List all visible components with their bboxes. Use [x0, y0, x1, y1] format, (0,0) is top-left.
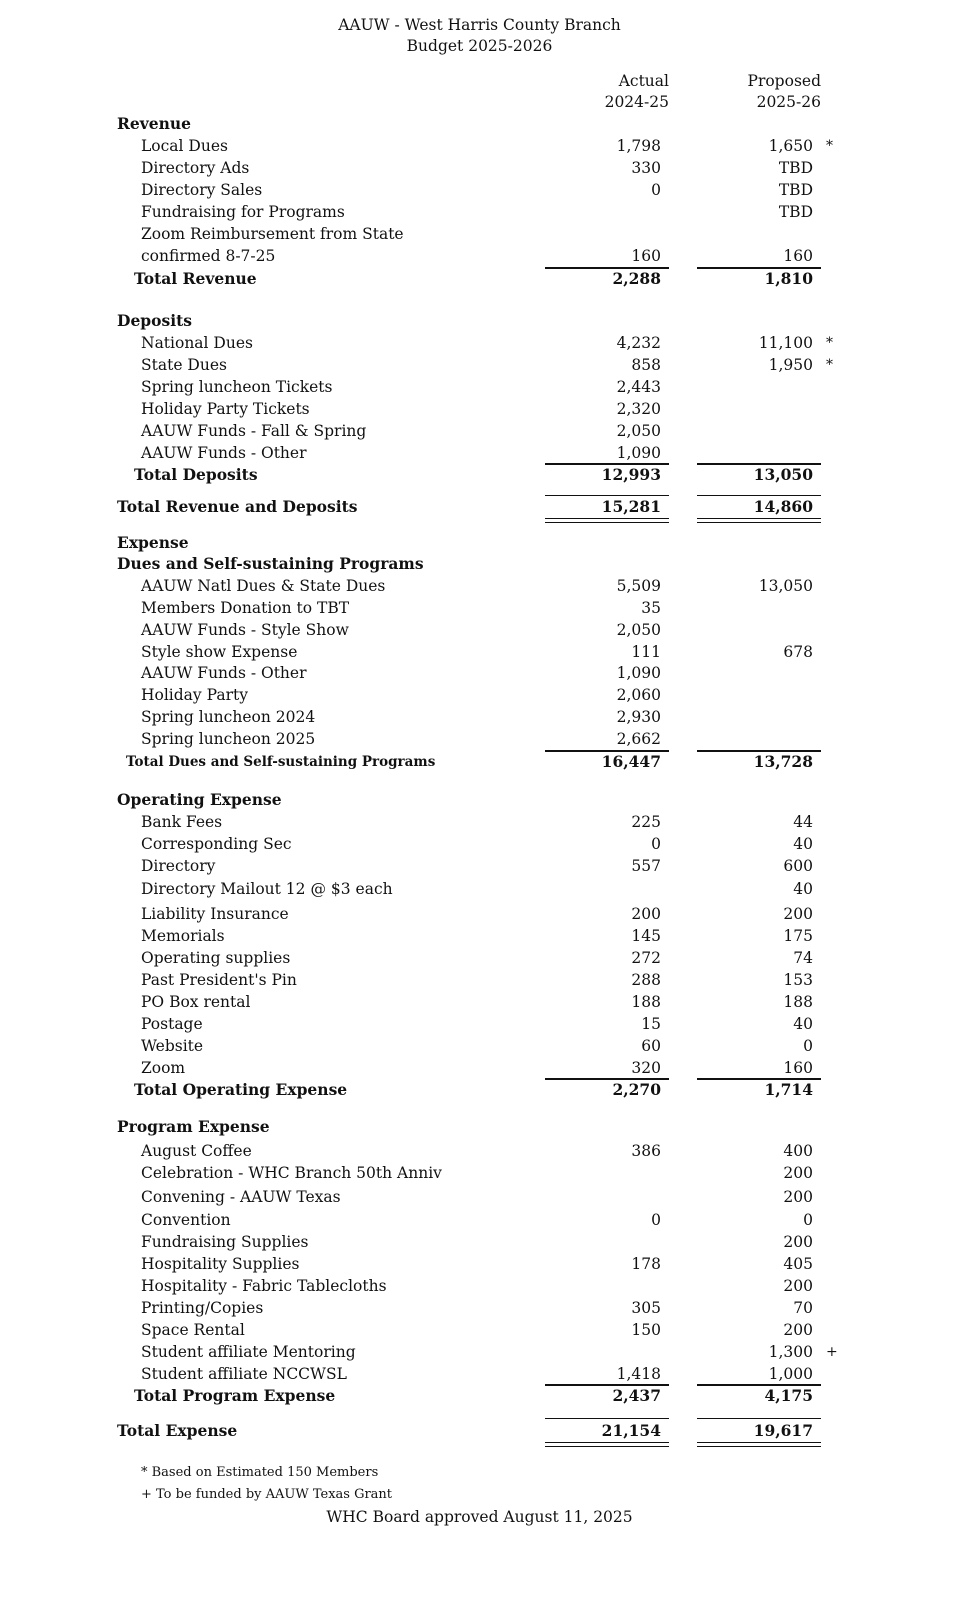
section-heading-deposits — [0, 310, 959, 332]
double-underline — [545, 1442, 669, 1447]
table-row — [0, 332, 959, 354]
row-label: Directory — [141, 857, 216, 875]
total-row-operating — [0, 1079, 959, 1101]
proposed-value: 40 — [793, 835, 813, 853]
actual-value: 1,418 — [616, 1365, 661, 1383]
proposed-value: 200 — [783, 1277, 813, 1295]
table-row — [0, 641, 959, 663]
row-label: Celebration - WHC Branch 50th Anniv — [141, 1164, 442, 1182]
table-row — [0, 947, 959, 969]
section-heading-expense — [0, 532, 959, 554]
table-row — [0, 662, 959, 684]
table-row — [0, 376, 959, 398]
row-label: Student affiliate Mentoring — [141, 1343, 356, 1361]
row-label: confirmed 8-7-25 — [141, 247, 276, 265]
actual-value: 188 — [631, 993, 661, 1011]
table-row — [0, 1319, 959, 1341]
proposed-value: 200 — [783, 905, 813, 923]
total-label: Total Operating Expense — [134, 1080, 348, 1099]
proposed-value: 1,000 — [768, 1365, 813, 1383]
proposed-value: 160 — [783, 1059, 813, 1077]
row-label: Directory Mailout 12 @ $3 each — [141, 880, 393, 898]
row-label: Operating supplies — [141, 949, 291, 967]
row-label: Holiday Party Tickets — [141, 400, 310, 418]
table-row — [0, 157, 959, 179]
section-label: Program Expense — [117, 1117, 270, 1136]
table-row — [0, 1231, 959, 1253]
row-label: Convention — [141, 1211, 231, 1229]
subsection-heading-dues-programs — [0, 553, 959, 575]
total-actual: 16,447 — [601, 752, 661, 771]
proposed-value: 200 — [783, 1321, 813, 1339]
row-label: Hospitality - Fabric Tablecloths — [141, 1277, 387, 1295]
double-underline — [697, 1442, 821, 1447]
actual-value: 557 — [631, 857, 661, 875]
footnote-marker: * — [826, 138, 833, 154]
table-row — [0, 855, 959, 877]
table-row — [0, 728, 959, 750]
row-label: Members Donation to TBT — [141, 599, 350, 617]
row-label: Liability Insurance — [141, 905, 289, 923]
row-label: Spring luncheon Tickets — [141, 378, 333, 396]
table-row — [0, 575, 959, 597]
actual-value: 200 — [631, 905, 661, 923]
row-label: Convening - AAUW Texas — [141, 1188, 341, 1206]
total-proposed: 19,617 — [753, 1421, 813, 1440]
proposed-value: TBD — [778, 181, 813, 199]
row-label: Corresponding Sec — [141, 835, 292, 853]
table-row — [0, 442, 959, 464]
footnote-members: * Based on Estimated 150 Members — [141, 1465, 379, 1480]
row-label: AAUW Funds - Other — [141, 664, 307, 682]
row-label: Postage — [141, 1015, 203, 1033]
table-row — [0, 179, 959, 201]
total-proposed: 1,714 — [764, 1080, 813, 1099]
actual-value: 386 — [631, 1142, 661, 1160]
proposed-value: 11,100 — [758, 334, 813, 352]
actual-value: 0 — [651, 835, 661, 853]
row-label: Local Dues — [141, 137, 228, 155]
actual-value: 305 — [631, 1299, 661, 1317]
total-label: Total Program Expense — [134, 1386, 336, 1405]
row-label: PO Box rental — [141, 993, 251, 1011]
table-row — [0, 1162, 959, 1184]
section-label: Operating Expense — [117, 790, 282, 809]
total-actual: 2,270 — [612, 1080, 661, 1099]
actual-value: 320 — [631, 1059, 661, 1077]
row-label: State Dues — [141, 356, 227, 374]
row-label: Website — [141, 1037, 204, 1055]
actual-value: 2,930 — [616, 708, 661, 726]
row-label: AAUW Natl Dues & State Dues — [141, 577, 386, 595]
table-row — [0, 1035, 959, 1057]
proposed-value: 0 — [803, 1037, 813, 1055]
actual-value: 2,320 — [616, 400, 661, 418]
total-label: Total Expense — [117, 1421, 238, 1440]
proposed-value: 405 — [783, 1255, 813, 1273]
total-row-dues-programs — [0, 751, 959, 773]
row-label: AAUW Funds - Style Show — [141, 621, 349, 639]
section-heading-revenue — [0, 113, 959, 135]
grand-total-row-revenue-deposits — [0, 496, 959, 518]
row-label: Student affiliate NCCWSL — [141, 1365, 347, 1383]
section-label: Deposits — [117, 311, 192, 330]
row-label: Past President's Pin — [141, 971, 297, 989]
total-actual: 12,993 — [601, 465, 661, 484]
actual-value: 0 — [651, 1211, 661, 1229]
total-proposed: 4,175 — [764, 1386, 813, 1405]
proposed-value: 1,650 — [768, 137, 813, 155]
table-row — [0, 354, 959, 376]
table-row — [0, 420, 959, 442]
actual-value: 5,509 — [616, 577, 661, 595]
table-row — [0, 1253, 959, 1275]
actual-value: 0 — [651, 181, 661, 199]
row-label: Bank Fees — [141, 813, 223, 831]
table-row — [0, 135, 959, 157]
column-header-row-2 — [0, 91, 959, 113]
proposed-value: 40 — [793, 1015, 813, 1033]
footnote-grant: + To be funded by AAUW Texas Grant — [141, 1487, 393, 1502]
row-label: Spring luncheon 2024 — [141, 708, 316, 726]
total-actual: 2,288 — [612, 269, 661, 288]
row-label: Spring luncheon 2025 — [141, 730, 316, 748]
actual-value: 1,090 — [616, 444, 661, 462]
total-row-deposits — [0, 464, 959, 486]
proposed-value: 200 — [783, 1233, 813, 1251]
total-actual: 21,154 — [601, 1421, 661, 1440]
table-row — [0, 925, 959, 947]
actual-value: 272 — [631, 949, 661, 967]
table-row — [0, 1341, 959, 1363]
board-approval: WHC Board approved August 11, 2025 — [326, 1508, 633, 1526]
row-label: Printing/Copies — [141, 1299, 264, 1317]
row-label: Zoom — [141, 1059, 186, 1077]
column-header-row-1 — [0, 70, 959, 92]
proposed-value: 175 — [783, 927, 813, 945]
proposed-value: 13,050 — [758, 577, 813, 595]
actual-value: 15 — [641, 1015, 661, 1033]
section-label: Expense — [117, 533, 189, 552]
table-row — [0, 1363, 959, 1385]
actual-value: 4,232 — [616, 334, 661, 352]
total-label: Total Revenue and Deposits — [117, 497, 358, 516]
actual-value: 35 — [641, 599, 661, 617]
double-underline — [545, 518, 669, 523]
proposed-value: 74 — [793, 949, 813, 967]
row-label: Fundraising Supplies — [141, 1233, 309, 1251]
proposed-column-year: 2025-26 — [756, 93, 821, 111]
proposed-value: 1,950 — [768, 356, 813, 374]
total-label: Total Dues and Self-sustaining Programs — [126, 754, 436, 770]
proposed-value: 200 — [783, 1188, 813, 1206]
proposed-value: 70 — [793, 1299, 813, 1317]
table-row — [0, 1275, 959, 1297]
row-label: August Coffee — [141, 1142, 252, 1160]
total-proposed: 1,810 — [764, 269, 813, 288]
row-label: Holiday Party — [141, 686, 248, 704]
row-label: Directory Ads — [141, 159, 250, 177]
total-label: Total Revenue — [134, 269, 257, 288]
actual-value: 1,090 — [616, 664, 661, 682]
total-rule — [545, 1418, 669, 1419]
table-row — [0, 398, 959, 420]
subsection-heading-program — [0, 1116, 959, 1138]
table-row — [0, 991, 959, 1013]
proposed-column-header: Proposed — [747, 72, 821, 90]
proposed-value: 188 — [783, 993, 813, 1011]
total-actual: 15,281 — [601, 497, 661, 516]
proposed-value: 153 — [783, 971, 813, 989]
total-proposed: 14,860 — [753, 497, 813, 516]
total-row-revenue — [0, 268, 959, 290]
proposed-value: 678 — [783, 643, 813, 661]
row-label: Memorials — [141, 927, 225, 945]
table-row — [0, 1140, 959, 1162]
proposed-value: 200 — [783, 1164, 813, 1182]
actual-value: 288 — [631, 971, 661, 989]
proposed-value: 160 — [783, 247, 813, 265]
table-row — [0, 245, 959, 267]
actual-value: 111 — [631, 643, 661, 661]
proposed-value: TBD — [778, 203, 813, 221]
proposed-value: 1,300 — [768, 1343, 813, 1361]
row-label: Zoom Reimbursement from State — [141, 225, 404, 243]
document-subtitle: Budget 2025-2026 — [406, 37, 553, 55]
actual-value: 2,050 — [616, 621, 661, 639]
table-row — [0, 811, 959, 833]
row-label: Style show Expense — [141, 643, 298, 661]
table-row — [0, 969, 959, 991]
row-label: AAUW Funds - Other — [141, 444, 307, 462]
table-row — [0, 1209, 959, 1231]
table-row — [0, 1297, 959, 1319]
double-underline — [697, 518, 821, 523]
table-row — [0, 833, 959, 855]
table-row — [0, 1013, 959, 1035]
actual-value: 2,662 — [616, 730, 661, 748]
total-proposed: 13,050 — [753, 465, 813, 484]
proposed-value: 44 — [793, 813, 813, 831]
actual-column-header: Actual — [618, 72, 669, 90]
total-rule — [697, 1418, 821, 1419]
actual-column-year: 2024-25 — [604, 93, 669, 111]
proposed-value: 400 — [783, 1142, 813, 1160]
proposed-value: 0 — [803, 1211, 813, 1229]
total-proposed: 13,728 — [753, 752, 813, 771]
row-label: Hospitality Supplies — [141, 1255, 300, 1273]
table-row — [0, 597, 959, 619]
table-row — [0, 1057, 959, 1079]
proposed-value: 40 — [793, 880, 813, 898]
actual-value: 60 — [641, 1037, 661, 1055]
total-label: Total Deposits — [134, 465, 258, 484]
actual-value: 150 — [631, 1321, 661, 1339]
grand-total-row-expense — [0, 1420, 959, 1442]
subsection-heading-operating — [0, 789, 959, 811]
actual-value: 330 — [631, 159, 661, 177]
table-row — [0, 706, 959, 728]
proposed-value: TBD — [778, 159, 813, 177]
row-label: Fundraising for Programs — [141, 203, 345, 221]
footnote-marker: * — [826, 357, 833, 373]
document-title: AAUW - West Harris County Branch — [338, 16, 621, 34]
actual-value: 2,050 — [616, 422, 661, 440]
table-row — [0, 223, 959, 245]
actual-value: 2,060 — [616, 686, 661, 704]
section-label: Revenue — [117, 114, 192, 133]
section-label: Dues and Self-sustaining Programs — [117, 554, 424, 573]
row-label: Directory Sales — [141, 181, 263, 199]
actual-value: 225 — [631, 813, 661, 831]
actual-value: 160 — [631, 247, 661, 265]
actual-value: 178 — [631, 1255, 661, 1273]
actual-value: 2,443 — [616, 378, 661, 396]
row-label: AAUW Funds - Fall & Spring — [141, 422, 367, 440]
total-actual: 2,437 — [612, 1386, 661, 1405]
table-row — [0, 878, 959, 900]
table-row — [0, 903, 959, 925]
table-row — [0, 684, 959, 706]
table-row — [0, 1186, 959, 1208]
actual-value: 1,798 — [616, 137, 661, 155]
total-row-program — [0, 1385, 959, 1407]
table-row — [0, 619, 959, 641]
footnote-marker: + — [826, 1344, 838, 1360]
footnote-marker: * — [826, 335, 833, 351]
row-label: National Dues — [141, 334, 253, 352]
table-row — [0, 201, 959, 223]
actual-value: 858 — [631, 356, 661, 374]
actual-value: 145 — [631, 927, 661, 945]
proposed-value: 600 — [783, 857, 813, 875]
row-label: Space Rental — [141, 1321, 245, 1339]
